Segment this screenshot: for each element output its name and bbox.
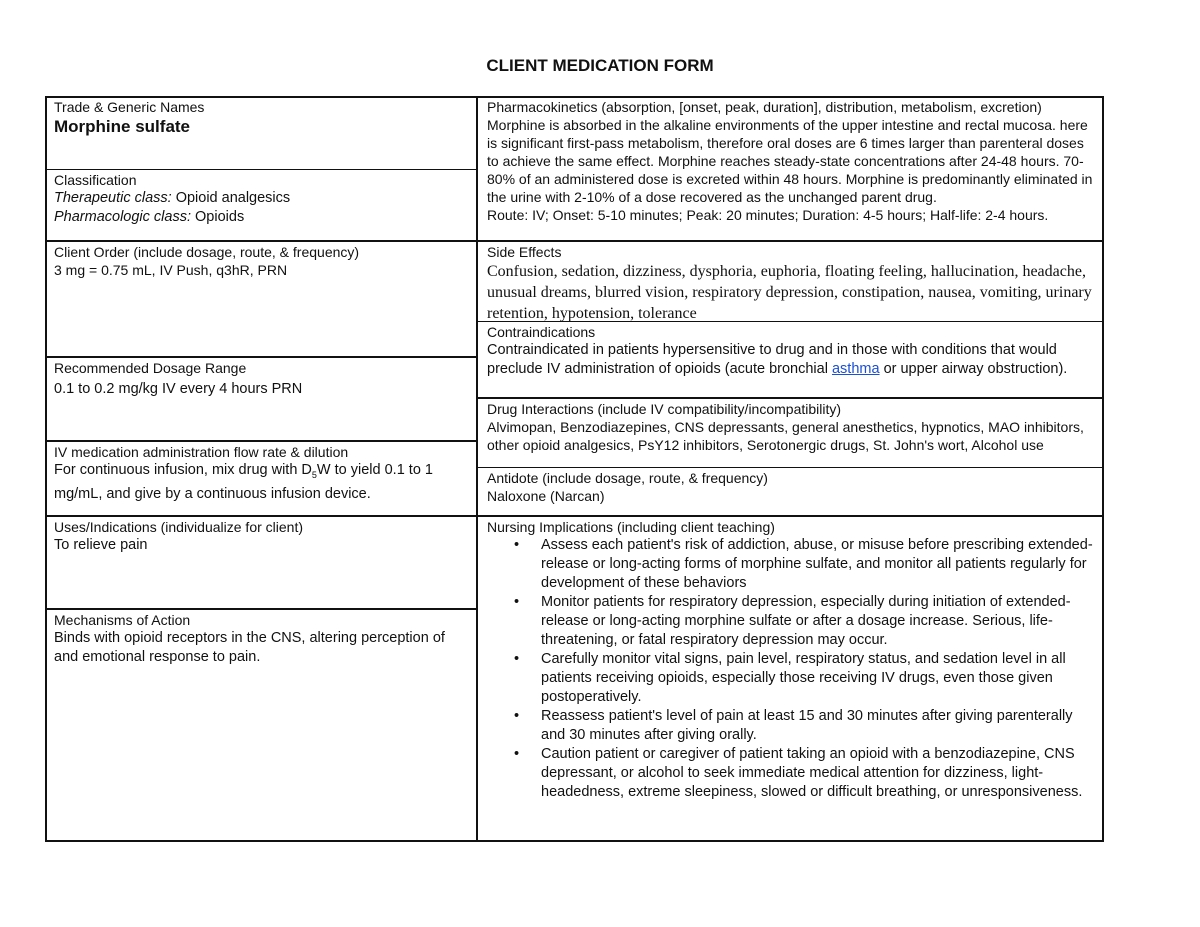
nursing-item-text: Reassess patient's level of pain at least 15 and 30 minutes after giving parenterally and 30 minutes after giving orally. (541, 708, 1073, 743)
iv-admin-cell (45, 442, 477, 515)
uses-cell (45, 517, 477, 608)
nursing-item (487, 707, 1096, 745)
iv-admin-text-start: For continuous infusion, mix drug with D (54, 462, 312, 478)
asthma-link[interactable]: asthma (831, 361, 880, 377)
contraindications-text-end: or upper airway obstruction). (879, 361, 1068, 377)
pharmacokinetics-label: Pharmacokinetics (absorption, [onset, peak, duration], distribution, metabolism, excretion) (487, 99, 1042, 115)
mechanism-label: Mechanisms of Action (54, 612, 191, 628)
nursing-item (487, 536, 1096, 593)
therapeutic-class-value: Opioid analgesics (171, 190, 291, 206)
pharmacokinetics-route: Route: IV; Onset: 5-10 minutes; Peak: 20 minutes; Duration: 4-5 hours; Half-life: 2-4 hours. (487, 207, 1049, 223)
classification-cell (45, 170, 477, 240)
nursing-list (487, 536, 1096, 802)
bullet-icon: • (514, 651, 520, 667)
contraindications-label: Contraindications (487, 324, 596, 340)
nursing-item (487, 745, 1096, 802)
nursing-item-text: Carefully monitor vital signs, pain level, respiratory status, and sedation level in all patients receiving opioids, especially those receiving IV drugs, even those given postoperatively. (541, 651, 1066, 705)
client-order-value: 3 mg = 0.75 mL, IV Push, q3hR, PRN (54, 262, 288, 278)
names-label: Trade & Generic Names (54, 99, 205, 115)
nursing-label: Nursing Implications (including client teaching) (487, 519, 775, 535)
bullet-icon: • (514, 708, 520, 724)
antidote-value: Naloxone (Narcan) (487, 488, 605, 504)
pharmacokinetics-value: Morphine is absorbed in the alkaline environments of the upper intestine and rectal mucosa. here is significant first-pass metabolism, therefore oral doses are 6 times larger than parenteral doses to achieve the same effect. Morphine reaches steady-state concentrations after 24-48 hours. 70-80% of an administered dose is excreted within 48 hours. Morphine is predominantly eliminated in the urine with 2-10% of a dose recovered as the unchanged parent drug. (487, 117, 1093, 205)
nursing-item (487, 650, 1096, 707)
bullet-icon: • (514, 746, 520, 762)
client-order-cell (45, 242, 477, 356)
classification-label: Classification (54, 172, 137, 188)
bullet-icon: • (514, 537, 520, 553)
therapeutic-class (54, 189, 468, 208)
antidote-label: Antidote (include dosage, route, & frequency) (487, 470, 768, 486)
side-effects-cell (478, 242, 1104, 321)
contraindications-text-start: Contraindicated in patients hypersensitive to drug and in those with conditions that would preclude IV administration of opioids (acute bronchial (487, 342, 1057, 377)
contraindications-value (487, 341, 1095, 379)
iv-admin-subscript: 5 (311, 469, 317, 480)
uses-value: To relieve pain (54, 537, 148, 553)
nursing-cell (478, 517, 1104, 840)
bullet-icon: • (514, 594, 520, 610)
names-cell (45, 97, 477, 169)
client-order-label: Client Order (include dosage, route, & frequency) (54, 244, 360, 260)
uses-label: Uses/Indications (individualize for client) (54, 519, 303, 535)
interactions-label: Drug Interactions (include IV compatibility/incompatibility) (487, 401, 842, 417)
nursing-item-text: Caution patient or caregiver of patient taking an opioid with a benzodiazepine, CNS depressant, or alcohol to seek immediate medical attention for dizziness, light-headedness, extreme sleepiness, slowed or difficult breathing, or unresponsiveness. (541, 746, 1083, 800)
pharmacokinetics-cell (478, 97, 1104, 240)
mechanism-value: Binds with opioid receptors in the CNS, altering perception of and emotional response to pain. (54, 630, 445, 665)
pharmacologic-class-value: Opioids (191, 209, 245, 225)
nursing-item (487, 593, 1096, 650)
interactions-cell (478, 399, 1104, 467)
therapeutic-class-label: Therapeutic class: (54, 190, 172, 206)
antidote-cell (478, 468, 1104, 515)
iv-admin-text-end: W to yield 0.1 to 1 mg/mL, and give by a continuous infusion device. (54, 462, 433, 502)
pharmacologic-class (54, 208, 468, 227)
dosage-range-label: Recommended Dosage Range (54, 360, 247, 376)
iv-admin-label: IV medication administration flow rate & dilution (54, 444, 349, 460)
interactions-value: Alvimopan, Benzodiazepines, CNS depressants, general anesthetics, hypnotics, MAO inhibitors, other opioid analgesics, PsY12 inhibitors, Serotonergic drugs, St. John's wort, Alcohol use (487, 419, 1084, 453)
dosage-range-value: 0.1 to 0.2 mg/kg IV every 4 hours PRN (54, 381, 303, 397)
iv-admin-value (54, 461, 468, 504)
nursing-item-text: Monitor patients for respiratory depression, especially during initiation of extended-release or long-acting morphine sulfate or after a dosage increase. Serious, life-threatening, or fatal respiratory depression may occur. (541, 594, 1071, 648)
page-title: CLIENT MEDICATION FORM (486, 56, 714, 75)
mechanism-cell (45, 610, 477, 730)
side-effects-value: Confusion, sedation, dizziness, dysphoria, euphoria, floating feeling, hallucination, headache, unusual dreams, blurred vision, respiratory depression, constipation, nausea, vomiting, urinary retention, hypotension, tolerance (487, 263, 1092, 321)
drug-name: Morphine sulfate (54, 117, 191, 136)
side-effects-label: Side Effects (487, 244, 562, 260)
nursing-item-text: Assess each patient's risk of addiction, abuse, or misuse before prescribing extended-release or long-acting forms of morphine sulfate, and monitor all patients regularly for development of these behaviors (541, 537, 1093, 591)
contraindications-cell (478, 322, 1104, 397)
pharmacologic-class-label: Pharmacologic class: (54, 209, 191, 225)
dosage-range-cell (45, 358, 477, 440)
